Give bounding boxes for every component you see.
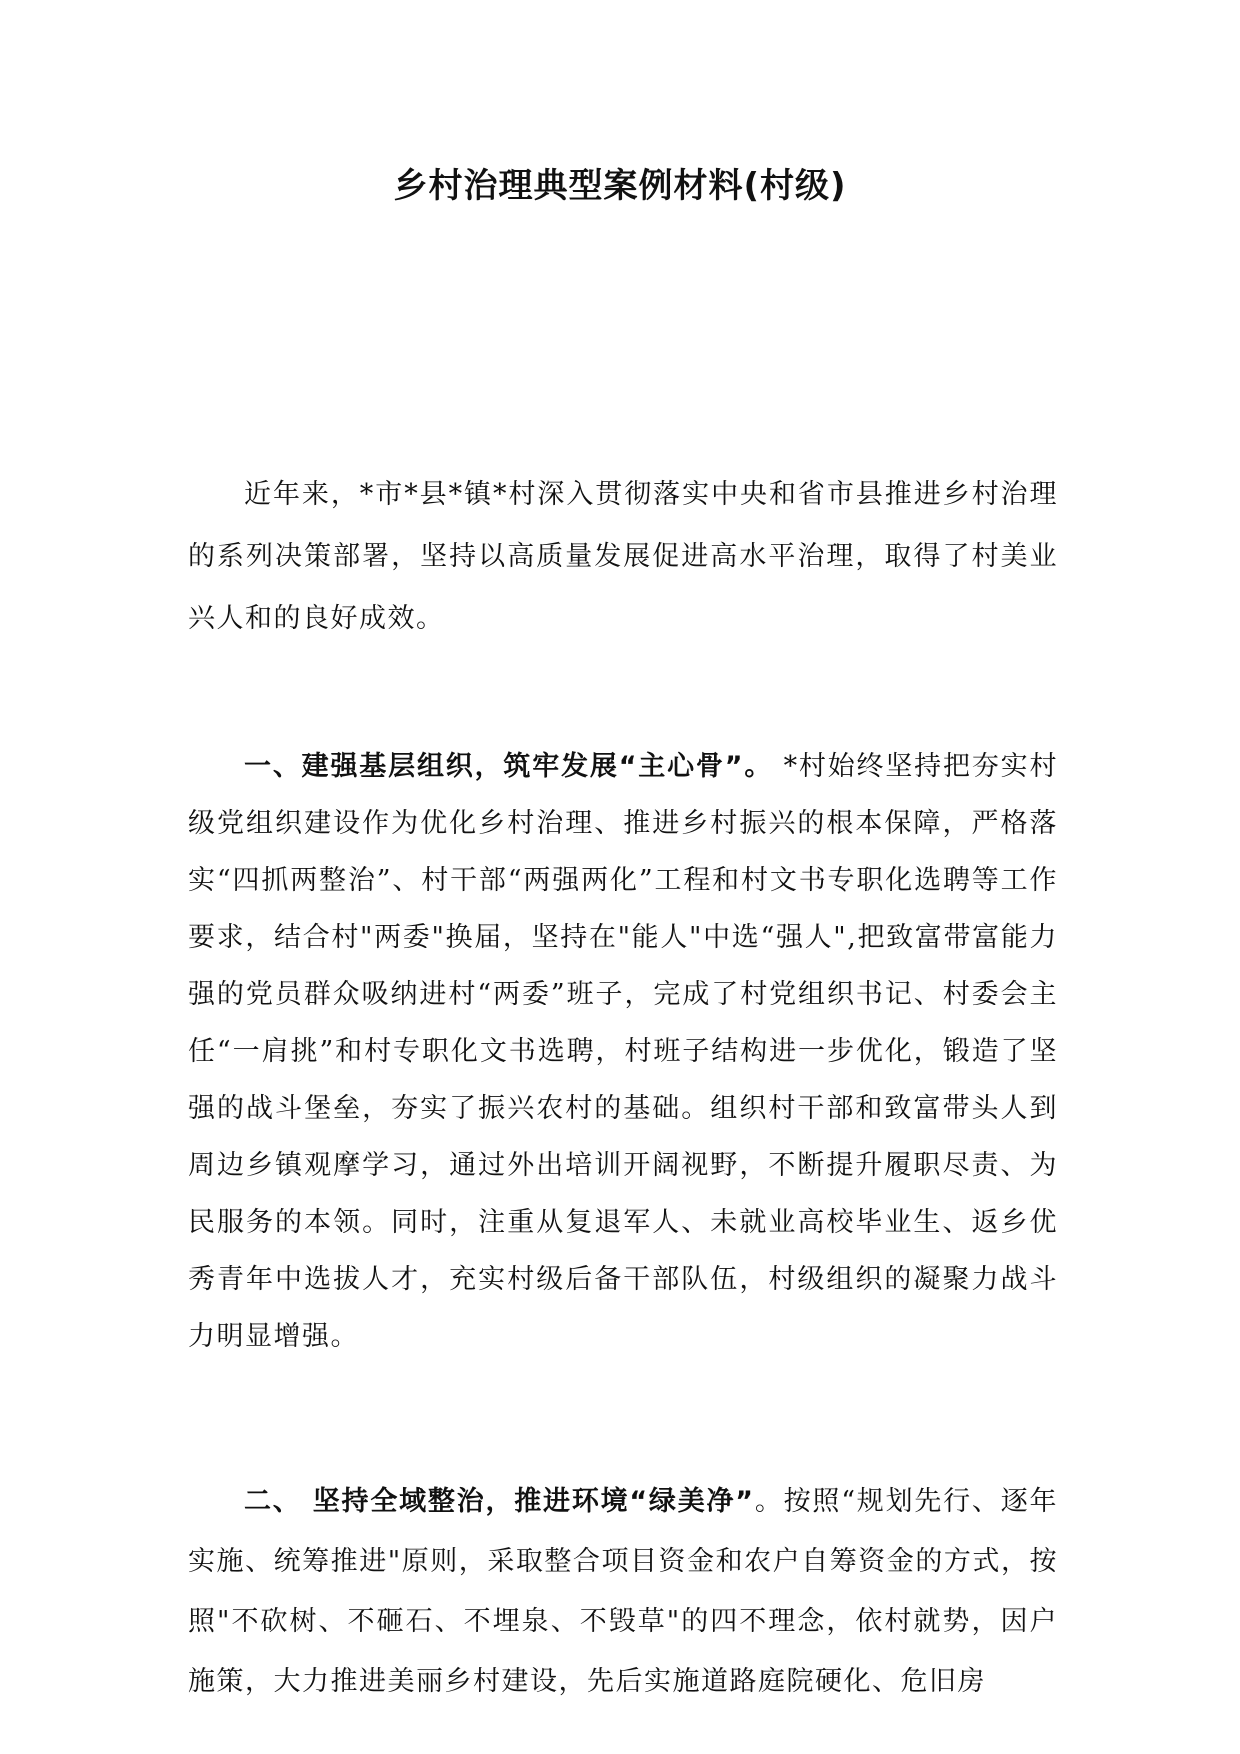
document-title: 乡村治理典型案例材料(村级) <box>393 166 847 206</box>
section-1-text: *村始终坚持把夯实村级党组织建设作为优化乡村治理、推进乡村振兴的根本保障，严格落实“四抓两整治”、村干部“两强两化”工程和村文书专职化选聘等工作要求，结合村"两委"换届，坚持在"能人"中选“强人",把致富带富能力强的党员群众吸纳进村“两委”班子，完成了村党组织书记、村委会主任“一肩挑”和村专职化文书选聘，村班子结构进一步优化，锻造了坚强的战斗堡垒，夯实了振兴农村的基础。组织村干部和致富带头人到周边乡镇观摩学习，通过外出培训开阔视野，不断提升履职尽责、为民服务的本领。同时，注重从复退军人、未就业高校毕业生、返乡优秀青年中选拔人才，充实村级后备干部队伍，村级组织的凝聚力战斗力明显增强。 <box>188 751 1058 1352</box>
section-2-heading: 二、 坚持全域整治，推进环境“绿美净” <box>244 1486 755 1517</box>
paragraph-intro <box>188 464 1058 650</box>
paragraph-section-2 <box>188 1472 1058 1712</box>
section-1-heading: 一、建强基层组织，筑牢发展“主心骨”。 <box>244 751 774 782</box>
section-2-text: 。按照“规划先行、逐年实施、统筹推进"原则，采取整合项目资金和农户自筹资金的方式，按照"不砍树、不砸石、不埋泉、不毁草"的四不理念，依村就势，因户施策，大力推进美丽乡村建设，先后实施道路庭院硬化、危旧房 <box>188 1486 1058 1697</box>
paragraph-section-1 <box>188 738 1058 1365</box>
paragraph-intro-text: 近年来，*市*县*镇*村深入贯彻落实中央和省市县推进乡村治理的系列决策部署，坚持以高质量发展促进高水平治理，取得了村美业兴人和的良好成效。 <box>188 479 1058 634</box>
